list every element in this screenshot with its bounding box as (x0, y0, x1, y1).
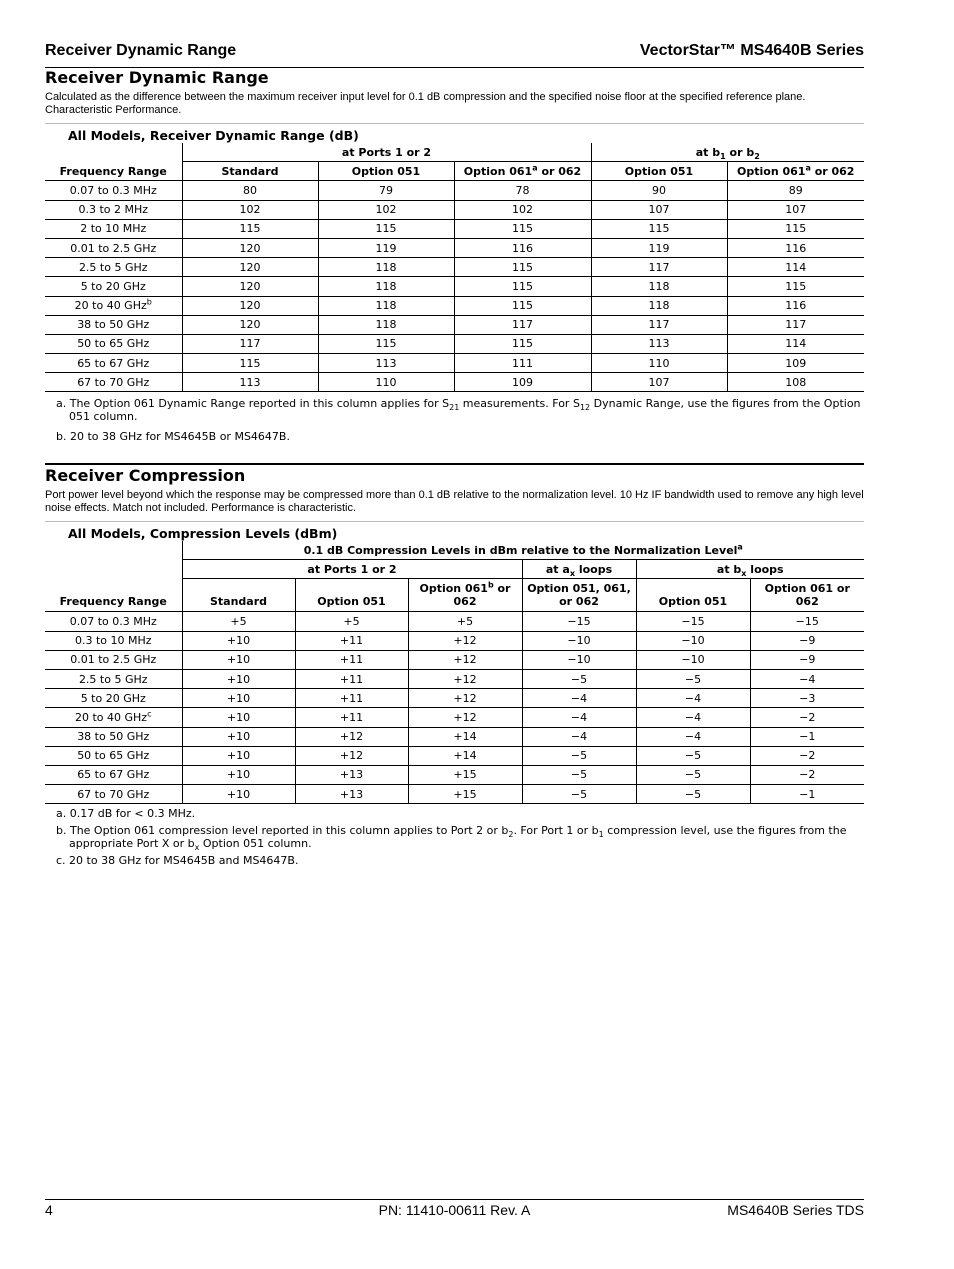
frequency-cell: 50 to 65 GHz (45, 334, 182, 353)
group-header-b-receivers: at $b_1$ or $b_2$ (591, 143, 864, 162)
value-cell: −10 (522, 631, 636, 650)
value-cell: −5 (522, 785, 636, 804)
value-cell: 115 (182, 354, 318, 373)
table-row (45, 650, 864, 669)
table-row (45, 785, 864, 804)
value-cell: 115 (318, 219, 454, 238)
value-cell: 116 (727, 296, 864, 315)
value-cell: 117 (182, 334, 318, 353)
dynamic-range-section (45, 68, 864, 443)
frequency-cell: 5 to 20 GHz (45, 277, 182, 296)
value-cell: +10 (182, 631, 295, 650)
value-cell: −4 (522, 727, 636, 746)
value-cell: 109 (454, 373, 591, 392)
dynamic-range-footnote-b: b. 20 to 38 GHz for MS4645B or MS4647B. (56, 430, 290, 444)
header-blank (45, 541, 182, 560)
table-row (45, 200, 864, 219)
table-row (45, 669, 864, 688)
frequency-cell: 2.5 to 5 GHz (45, 669, 182, 688)
frequency-cell: 2.5 to 5 GHz (45, 258, 182, 277)
value-cell: −10 (522, 650, 636, 669)
value-cell: 120 (182, 258, 318, 277)
value-cell: 78 (454, 181, 591, 200)
col-header-option-061: Option 061$^b$ or 062 (408, 579, 522, 612)
value-cell: +13 (295, 765, 408, 784)
group-header-bx-loops: at $b_x$ loops (636, 560, 864, 579)
col-header-ax-options: Option 051, 061, or 062 (522, 579, 636, 612)
col-header-option-051: Option 051 (318, 162, 454, 181)
value-cell: 113 (182, 373, 318, 392)
value-cell: 118 (591, 296, 727, 315)
value-cell: 120 (182, 277, 318, 296)
col-header-frequency: Frequency Range (45, 162, 182, 181)
value-cell: −5 (522, 765, 636, 784)
compression-heading: Receiver Compression (45, 466, 246, 485)
value-cell: −4 (750, 669, 864, 688)
frequency-cell: 0.01 to 2.5 GHz (45, 238, 182, 257)
table-row (45, 258, 864, 277)
value-cell: −15 (750, 612, 864, 631)
frequency-cell: 50 to 65 GHz (45, 746, 182, 765)
compression-table (45, 541, 864, 804)
value-cell: 115 (454, 277, 591, 296)
value-cell: −3 (750, 689, 864, 708)
value-cell: +14 (408, 746, 522, 765)
page-footer (45, 1199, 864, 1218)
value-cell: +10 (182, 669, 295, 688)
value-cell: +12 (408, 708, 522, 727)
value-cell: −10 (636, 631, 750, 650)
table-row (45, 334, 864, 353)
compression-footnote-b: b. The Option 061 compression level reported in this column applies to Port 2 or $b_2$. For Port 1 or $b_1$ compression level, use the figures from the appropriate Port X or $b_x$ Option 051 column. (56, 824, 847, 853)
value-cell: 117 (727, 315, 864, 334)
dynamic-range-heading: Receiver Dynamic Range (45, 68, 269, 87)
value-cell: −4 (636, 727, 750, 746)
value-cell: +10 (182, 765, 295, 784)
table-row (45, 219, 864, 238)
dynamic-range-footnote-a: a. The Option 061 Dynamic Range reported in this column applies for $S_{21}$ measurements. For $S_{12}$ Dynamic Range, use the figures from the Option 051 column. (56, 397, 861, 424)
section-divider (45, 123, 864, 124)
value-cell: 119 (591, 238, 727, 257)
value-cell: 113 (591, 334, 727, 353)
value-cell: +10 (182, 785, 295, 804)
value-cell: 102 (318, 200, 454, 219)
value-cell: 115 (454, 258, 591, 277)
value-cell: +11 (295, 650, 408, 669)
col-header-b-option-051: Option 051 (591, 162, 727, 181)
table-row (45, 315, 864, 334)
value-cell: 115 (454, 334, 591, 353)
header-blank (45, 560, 182, 579)
value-cell: 118 (318, 258, 454, 277)
value-cell: 116 (454, 238, 591, 257)
col-header-bx-option-061: Option 061 or 062 (750, 579, 864, 612)
value-cell: −1 (750, 785, 864, 804)
frequency-cell: 67 to 70 GHz (45, 785, 182, 804)
value-cell: 119 (318, 238, 454, 257)
frequency-cell: 0.07 to 0.3 MHz (45, 181, 182, 200)
value-cell: 118 (318, 277, 454, 296)
super-header-compression: 0.1 dB Compression Levels in dBm relative to the Normalization Level$^a$ (182, 541, 864, 560)
table-row (45, 727, 864, 746)
value-cell: +12 (408, 650, 522, 669)
value-cell: 118 (318, 296, 454, 315)
frequency-cell: 38 to 50 GHz (45, 315, 182, 334)
frequency-cell: 67 to 70 GHz (45, 373, 182, 392)
value-cell: +10 (182, 746, 295, 765)
value-cell: +15 (408, 765, 522, 784)
value-cell: +11 (295, 708, 408, 727)
value-cell: 111 (454, 354, 591, 373)
value-cell: 114 (727, 334, 864, 353)
value-cell: +12 (408, 669, 522, 688)
dynamic-range-table-title: All Models, Receiver Dynamic Range (dB) (68, 128, 359, 143)
value-cell: 113 (318, 354, 454, 373)
value-cell: 115 (454, 296, 591, 315)
value-cell: +13 (295, 785, 408, 804)
table-row (45, 631, 864, 650)
value-cell: +10 (182, 708, 295, 727)
value-cell: 120 (182, 296, 318, 315)
frequency-cell: 65 to 67 GHz (45, 354, 182, 373)
col-header-option-061: Option 061$^a$ or 062 (454, 162, 591, 181)
part-number: PN: 11410-00611 Rev. A (378, 1202, 531, 1218)
header-section-title: Receiver Dynamic Range (45, 42, 237, 59)
col-header-frequency: Frequency Range (45, 579, 182, 612)
value-cell: 116 (727, 238, 864, 257)
table-row (45, 181, 864, 200)
col-header-standard: Standard (182, 579, 295, 612)
value-cell: 115 (591, 219, 727, 238)
value-cell: 80 (182, 181, 318, 200)
value-cell: +10 (182, 650, 295, 669)
section-divider-bold (45, 463, 864, 465)
value-cell: +12 (295, 727, 408, 746)
table-row (45, 354, 864, 373)
value-cell: 118 (591, 277, 727, 296)
value-cell: 107 (591, 373, 727, 392)
value-cell: 110 (591, 354, 727, 373)
dynamic-range-description: Calculated as the difference between the maximum receiver input level for 0.1 dB compression and the specified noise floor at the specified reference plane. Characteristic Performance. (45, 91, 806, 116)
value-cell: 118 (318, 315, 454, 334)
header-blank (45, 143, 182, 162)
compression-description: Port power level beyond which the response may be compressed more than 0.1 dB relative to the normalization level. 10 Hz IF bandwidth used to remove any high level noise effects. Match not included. Performance is characteristic. (45, 489, 864, 514)
value-cell: +11 (295, 631, 408, 650)
value-cell: 110 (318, 373, 454, 392)
header-product-name: VectorStar™ MS4640B Series (639, 42, 864, 59)
value-cell: −4 (522, 708, 636, 727)
value-cell: 117 (454, 315, 591, 334)
document-name: MS4640B Series TDS (727, 1202, 864, 1218)
page-number: 4 (45, 1202, 53, 1218)
table-row (45, 238, 864, 257)
value-cell: −5 (522, 746, 636, 765)
value-cell: −2 (750, 765, 864, 784)
table-row (45, 689, 864, 708)
value-cell: −15 (636, 612, 750, 631)
compression-footnote-c: c. 20 to 38 GHz for MS4645B and MS4647B. (56, 854, 299, 868)
table-row (45, 765, 864, 784)
frequency-cell: 5 to 20 GHz (45, 689, 182, 708)
value-cell: 115 (318, 334, 454, 353)
value-cell: 107 (591, 200, 727, 219)
table-row (45, 612, 864, 631)
value-cell: 102 (454, 200, 591, 219)
frequency-cell: 2 to 10 MHz (45, 219, 182, 238)
value-cell: 114 (727, 258, 864, 277)
frequency-cell: 0.01 to 2.5 GHz (45, 650, 182, 669)
col-header-bx-option-051: Option 051 (636, 579, 750, 612)
table-row (45, 373, 864, 392)
frequency-cell: 20 to 40 GHz$^c$ (45, 708, 182, 727)
value-cell: +11 (295, 689, 408, 708)
value-cell: +5 (295, 612, 408, 631)
group-header-ports: at Ports 1 or 2 (182, 143, 591, 162)
table-row (45, 277, 864, 296)
value-cell: −5 (636, 746, 750, 765)
value-cell: +14 (408, 727, 522, 746)
table-row (45, 296, 864, 315)
value-cell: −5 (636, 785, 750, 804)
frequency-cell: 65 to 67 GHz (45, 765, 182, 784)
group-header-ax-loops: at $a_x$ loops (522, 560, 636, 579)
table-row (45, 746, 864, 765)
group-header-ports: at Ports 1 or 2 (182, 560, 522, 579)
page-header (45, 41, 864, 68)
value-cell: 115 (454, 219, 591, 238)
value-cell: 107 (727, 200, 864, 219)
value-cell: +12 (295, 746, 408, 765)
frequency-cell: 38 to 50 GHz (45, 727, 182, 746)
col-header-b-option-061: Option 061$^a$ or 062 (727, 162, 864, 181)
value-cell: −10 (636, 650, 750, 669)
value-cell: +10 (182, 727, 295, 746)
value-cell: 90 (591, 181, 727, 200)
value-cell: 79 (318, 181, 454, 200)
frequency-cell: 20 to 40 GHz$^b$ (45, 296, 182, 315)
value-cell: +5 (408, 612, 522, 631)
value-cell: 108 (727, 373, 864, 392)
compression-section (45, 466, 864, 867)
value-cell: +15 (408, 785, 522, 804)
value-cell: 115 (182, 219, 318, 238)
value-cell: 117 (591, 258, 727, 277)
frequency-cell: 0.07 to 0.3 MHz (45, 612, 182, 631)
value-cell: −9 (750, 631, 864, 650)
value-cell: 102 (182, 200, 318, 219)
value-cell: −15 (522, 612, 636, 631)
value-cell: −1 (750, 727, 864, 746)
compression-footnote-a: a. 0.17 dB for < 0.3 MHz. (56, 807, 196, 821)
table-row (45, 708, 864, 727)
compression-table-title: All Models, Compression Levels (dBm) (68, 526, 338, 541)
value-cell: −2 (750, 708, 864, 727)
value-cell: −4 (636, 708, 750, 727)
value-cell: +11 (295, 669, 408, 688)
value-cell: 89 (727, 181, 864, 200)
value-cell: −9 (750, 650, 864, 669)
dynamic-range-table (45, 143, 864, 392)
value-cell: −5 (636, 765, 750, 784)
section-divider (45, 521, 864, 522)
col-header-standard: Standard (182, 162, 318, 181)
value-cell: 120 (182, 315, 318, 334)
value-cell: 115 (727, 277, 864, 296)
frequency-cell: 0.3 to 10 MHz (45, 631, 182, 650)
value-cell: +12 (408, 631, 522, 650)
value-cell: +12 (408, 689, 522, 708)
value-cell: 117 (591, 315, 727, 334)
frequency-cell: 0.3 to 2 MHz (45, 200, 182, 219)
value-cell: +5 (182, 612, 295, 631)
value-cell: 120 (182, 238, 318, 257)
value-cell: 115 (727, 219, 864, 238)
value-cell: +10 (182, 689, 295, 708)
value-cell: −5 (522, 669, 636, 688)
col-header-option-051: Option 051 (295, 579, 408, 612)
value-cell: −5 (636, 669, 750, 688)
value-cell: 109 (727, 354, 864, 373)
value-cell: −4 (636, 689, 750, 708)
value-cell: −4 (522, 689, 636, 708)
value-cell: −2 (750, 746, 864, 765)
